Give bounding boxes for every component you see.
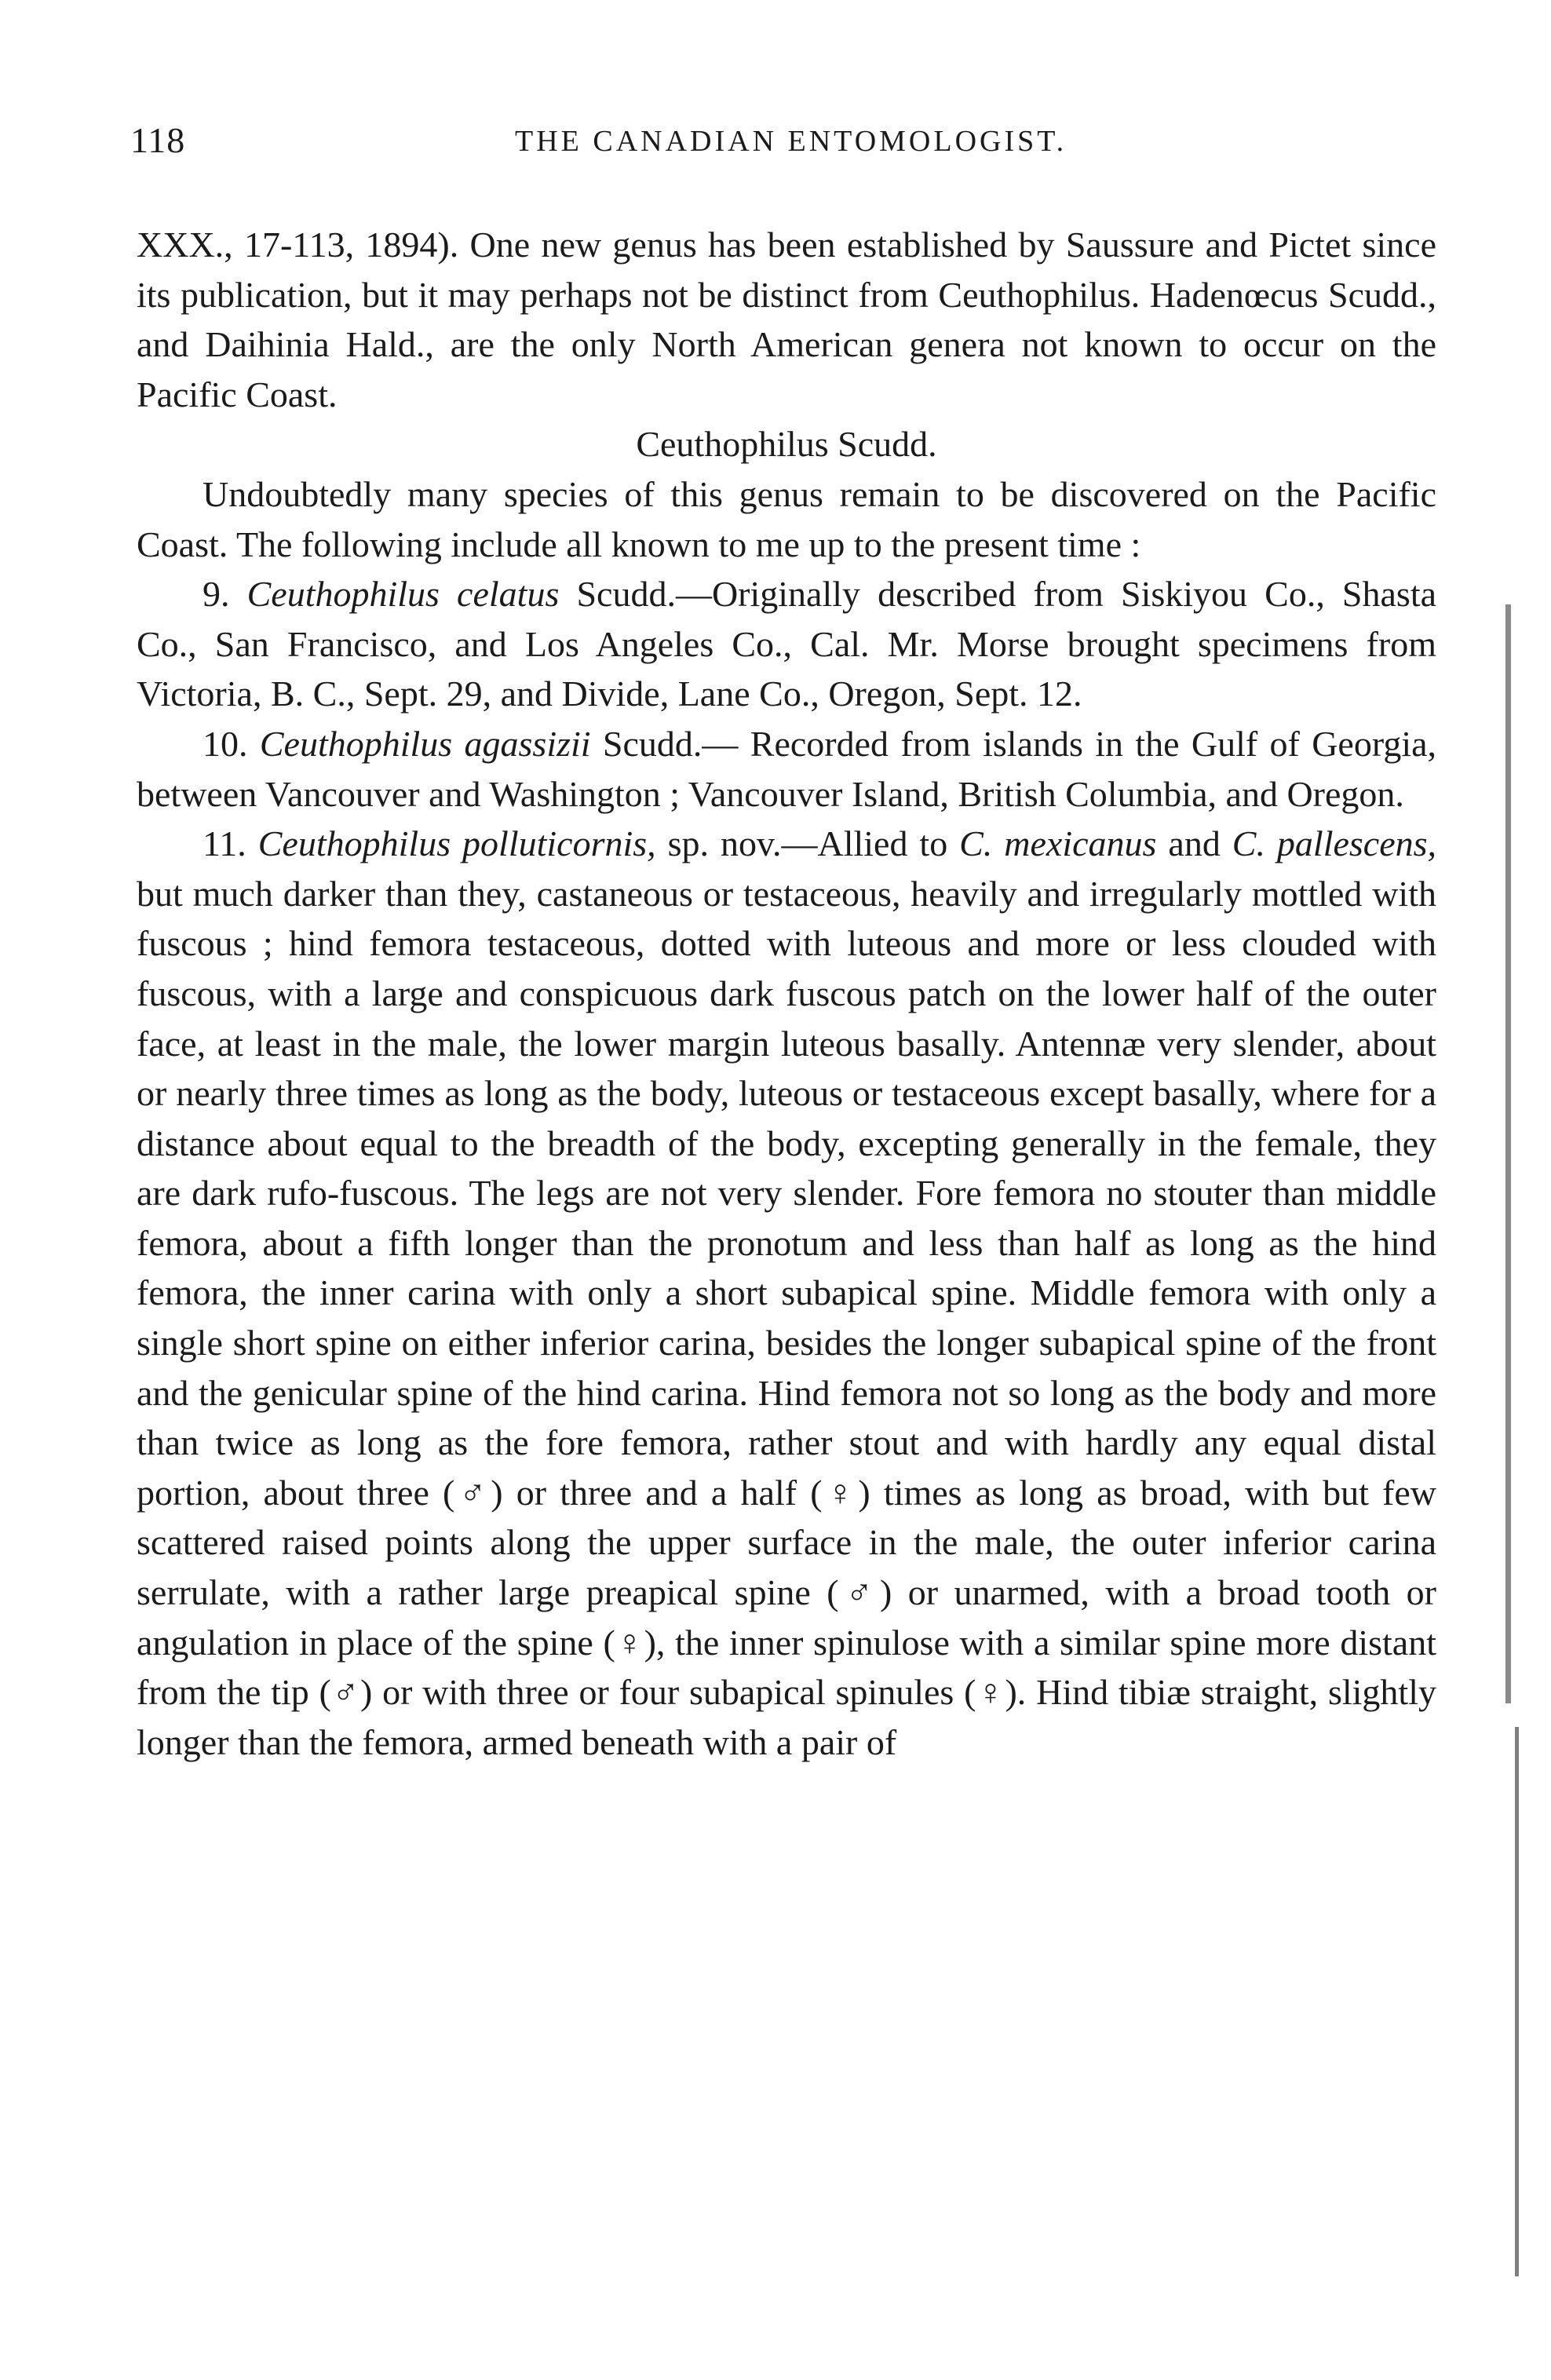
scan-edge-mark bbox=[1515, 1727, 1519, 2276]
species-description-part: sp. nov.—Allied to bbox=[667, 823, 948, 864]
species-name: Ceuthophilus agassizii bbox=[259, 723, 591, 764]
species-name: Ceuthophilus celatus bbox=[246, 574, 560, 615]
species-description: Scudd.—Originally described from Siskiyou Co., Shasta Co., San Francisco, and Los Angeles Co., Cal. Mr. Morse brought specimens from Victoria, B. C., Sept. 29, and Divide, Lane Co., Oregon, Sept. 12. bbox=[137, 574, 1437, 714]
related-species-name: C. pallescens, bbox=[1232, 823, 1437, 864]
species-description-part: and bbox=[1168, 823, 1221, 864]
page-number: 118 bbox=[130, 120, 186, 160]
species-name: Ceuthophilus polluticornis, bbox=[257, 823, 656, 864]
genus-heading: Ceuthophilus Scudd. bbox=[636, 424, 937, 465]
species-number: 10. bbox=[203, 723, 248, 764]
species-description: but much darker than they, castaneous or testaceous, heavily and irregularly mottled with fuscous ; hind femora testaceous, dotted with luteous and more or less clouded with fuscous, with a large and conspicuous dark fuscous patch on the lower half of the outer face, at least in the male, the lower margin luteous basally. Antennæ very slender, about or nearly three times as long as the body, luteous or testaceous except basally, where for a distance about equal to the breadth of the body, excepting generally in the female, they are dark rufo-fuscous. The legs are not very slender. Fore femora no stouter than middle femora, about a fifth longer than the pronotum and less than half as long as the hind femora, the inner carina with only a short subapical spine. Middle femora with only a single short spine on either inferior carina, besides the longer subapical spine of the front and the genicular spine of the hind carina. Hind femora not so long as the body and more than twice as long as the fore femora, rather stout and with hardly any equal distal portion, about three (♂) or three and a half (♀) times as long as broad, with but few scattered raised points along the upper surface in the male, the outer inferior carina serrulate, with a rather large preapical spine (♂) or unarmed, with a broad tooth or angulation in place of the spine (♀), the inner spinulose with a similar spine more distant from the tip (♂) or with three or four subapical spinules (♀). Hind tibiæ straight, slightly longer than the femora, armed beneath with a pair of bbox=[137, 873, 1436, 1762]
page-header bbox=[130, 119, 1449, 166]
running-head: THE CANADIAN ENTOMOLOGIST. bbox=[515, 125, 1067, 158]
related-species-name: C. mexicanus bbox=[959, 823, 1157, 864]
scan-edge-mark bbox=[1505, 604, 1511, 1703]
species-description: Scudd.— Recorded from islands in the Gulf of Georgia, between Vancouver and Washington ; Vancouver Island, British Columbia, and Oregon. bbox=[137, 723, 1437, 814]
species-entry-11 bbox=[137, 819, 1436, 1767]
body-text bbox=[137, 220, 1436, 1767]
paragraph-genus-note: Undoubtedly many species of this genus remain to be discovered on the Pacific Coast. The following include all known to me up to the present time : bbox=[137, 473, 1436, 564]
species-number: 11. bbox=[203, 823, 246, 864]
species-entry-9 bbox=[137, 569, 1436, 719]
species-entry-10 bbox=[137, 719, 1436, 819]
paragraph-intro: XXX., 17-113, 1894). One new genus has been established by Saussure and Pictet since its publication, but it may perhaps not be distinct from Ceuthophilus. Hadenœcus Scudd., and Daihinia Hald., are the only North American genera not known to occur on the Pacific Coast. bbox=[137, 224, 1436, 414]
species-number: 9. bbox=[203, 574, 230, 615]
